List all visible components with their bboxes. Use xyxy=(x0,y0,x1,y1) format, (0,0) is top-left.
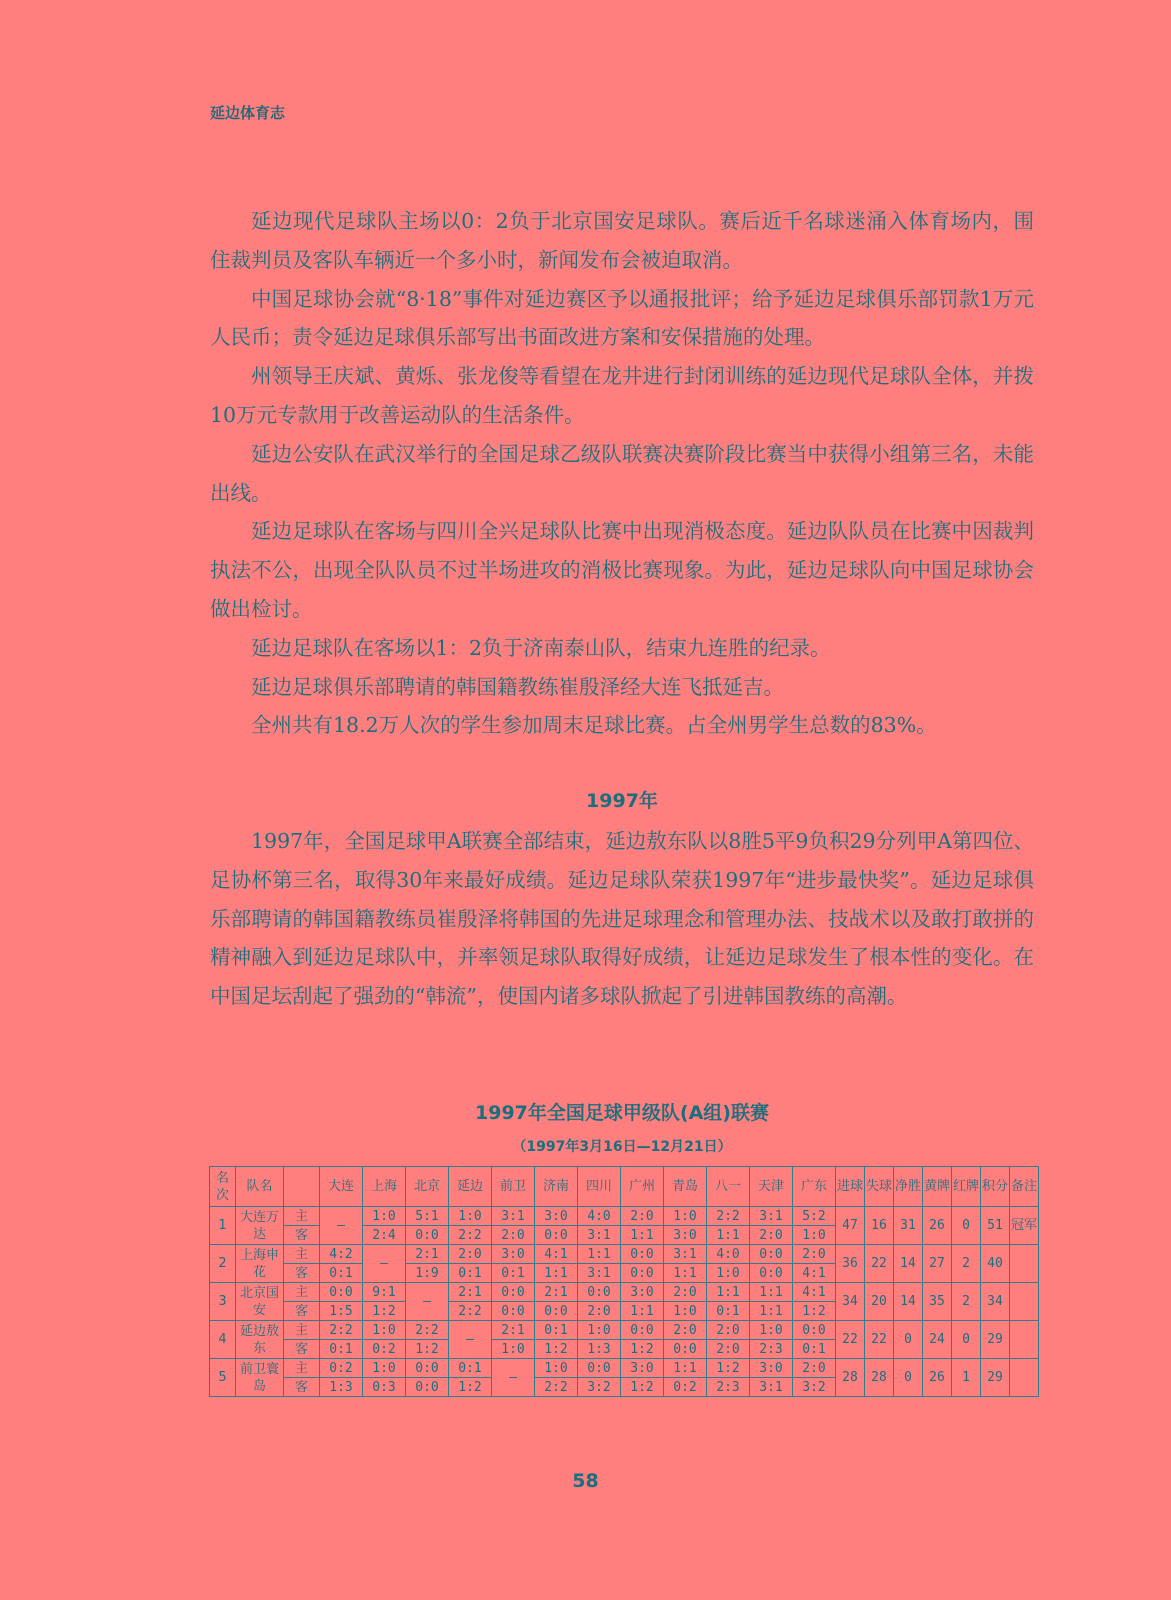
home-score-cell: 0:0 xyxy=(621,1321,664,1340)
table-body xyxy=(210,1207,1039,1397)
home-score-cell: 1:0 xyxy=(363,1359,406,1378)
away-score-cell: 3:2 xyxy=(578,1378,621,1397)
column-header: 四川 xyxy=(578,1167,621,1207)
home-score-cell: 4:0 xyxy=(578,1207,621,1226)
home-score-cell: 4:1 xyxy=(535,1245,578,1264)
home-score-cell: 0:0 xyxy=(793,1321,836,1340)
table-row xyxy=(210,1245,1039,1264)
self-match-cell: – xyxy=(320,1207,363,1245)
away-score-cell: 1:0 xyxy=(793,1226,836,1245)
paragraph: 全州共有18.2万人次的学生参加周末足球比赛。占全州男学生总数的83%。 xyxy=(251,713,937,738)
yellow-cell: 26 xyxy=(923,1207,952,1245)
home-score-cell: 2:0 xyxy=(793,1359,836,1378)
home-score-cell: 0:2 xyxy=(320,1359,363,1378)
paragraph: 延边足球俱乐部聘请的韩国籍教练崔殷泽经大连飞抵延吉。 xyxy=(251,674,784,699)
home-label-cell: 主 xyxy=(284,1321,320,1340)
note-cell xyxy=(1010,1283,1039,1321)
home-score-cell: 1:0 xyxy=(535,1359,578,1378)
away-score-cell: 1:3 xyxy=(578,1340,621,1359)
page-number: 58 xyxy=(572,1470,599,1492)
home-score-cell: 5:1 xyxy=(406,1207,449,1226)
home-score-cell: 1:0 xyxy=(449,1207,492,1226)
column-header: 失球 xyxy=(865,1167,894,1207)
away-score-cell: 2:0 xyxy=(750,1226,793,1245)
away-score-cell: 0:2 xyxy=(664,1378,707,1397)
home-score-cell: 2:2 xyxy=(707,1207,750,1226)
standings-table xyxy=(209,1166,1039,1397)
yellow-cell: 24 xyxy=(923,1321,952,1359)
away-score-cell: 2:4 xyxy=(363,1226,406,1245)
away-score-cell: 1:3 xyxy=(320,1378,363,1397)
column-header: 北京 xyxy=(406,1167,449,1207)
pts-cell: 51 xyxy=(981,1207,1010,1245)
red-cell: 2 xyxy=(952,1245,981,1283)
home-score-cell: 3:1 xyxy=(750,1207,793,1226)
home-label-cell: 主 xyxy=(284,1283,320,1302)
home-score-cell: 3:0 xyxy=(535,1207,578,1226)
paragraph: 延边足球队在客场与四川全兴足球队比赛中出现消极态度。延边队队员在比赛中因裁判执法不公，出现全队队员不过半场进攻的消极比赛现象。为此，延边足球队向中国足球协会做出检讨。 xyxy=(210,519,1034,621)
away-score-cell: 3:1 xyxy=(578,1226,621,1245)
away-score-cell: 0:0 xyxy=(406,1226,449,1245)
home-score-cell: 2:0 xyxy=(664,1283,707,1302)
away-score-cell: 1:1 xyxy=(535,1264,578,1283)
away-score-cell: 2:0 xyxy=(492,1226,535,1245)
column-header: 济南 xyxy=(535,1167,578,1207)
away-score-cell: 0:2 xyxy=(363,1340,406,1359)
red-cell: 0 xyxy=(952,1321,981,1359)
table-row xyxy=(210,1283,1039,1302)
away-score-cell: 3:0 xyxy=(664,1226,707,1245)
pts-cell: 29 xyxy=(981,1321,1010,1359)
home-score-cell: 0:1 xyxy=(535,1321,578,1340)
away-score-cell: 4:1 xyxy=(793,1264,836,1283)
home-score-cell: 0:0 xyxy=(406,1359,449,1378)
gd-cell: 14 xyxy=(894,1283,923,1321)
away-score-cell: 0:1 xyxy=(793,1340,836,1359)
column-header: 积分 xyxy=(981,1167,1010,1207)
home-label-cell: 主 xyxy=(284,1207,320,1226)
home-score-cell: 1:1 xyxy=(750,1283,793,1302)
column-header: 黄牌 xyxy=(923,1167,952,1207)
paragraph: 延边足球队在客场以1：2负于济南泰山队，结束九连胜的纪录。 xyxy=(251,635,831,660)
home-score-cell: 2:1 xyxy=(449,1283,492,1302)
home-score-cell: 1:0 xyxy=(578,1321,621,1340)
self-match-cell: – xyxy=(449,1321,492,1359)
table-title: 1997年全国足球甲级队(A组)联赛 xyxy=(475,1102,769,1124)
note-cell xyxy=(1010,1321,1039,1359)
table-subtitle: （1997年3月16日—12月21日） xyxy=(512,1139,732,1155)
away-score-cell: 1:1 xyxy=(707,1226,750,1245)
home-score-cell: 2:2 xyxy=(320,1321,363,1340)
away-score-cell: 0:0 xyxy=(535,1226,578,1245)
rank-cell: 1 xyxy=(210,1207,236,1245)
paragraph: 延边公安队在武汉举行的全国足球乙级队联赛决赛阶段比赛当中获得小组第三名，未能出线。 xyxy=(210,441,1034,505)
home-label-cell: 主 xyxy=(284,1245,320,1264)
away-score-cell: 3:2 xyxy=(793,1378,836,1397)
column-header: 青岛 xyxy=(664,1167,707,1207)
away-score-cell: 0:1 xyxy=(320,1340,363,1359)
table-row xyxy=(210,1321,1039,1340)
column-header: 进球 xyxy=(836,1167,865,1207)
home-score-cell: 3:0 xyxy=(750,1359,793,1378)
away-score-cell: 0:0 xyxy=(750,1264,793,1283)
home-score-cell: 2:1 xyxy=(492,1321,535,1340)
home-score-cell: 1:1 xyxy=(578,1245,621,1264)
home-score-cell: 0:0 xyxy=(578,1359,621,1378)
red-cell: 2 xyxy=(952,1283,981,1321)
column-header: 名次 xyxy=(210,1167,236,1207)
home-score-cell: 1:0 xyxy=(750,1321,793,1340)
ga-cell: 16 xyxy=(865,1207,894,1245)
away-score-cell: 0:0 xyxy=(621,1264,664,1283)
column-header: 大连 xyxy=(320,1167,363,1207)
home-score-cell: 9:1 xyxy=(363,1283,406,1302)
away-label-cell: 客 xyxy=(284,1226,320,1245)
away-label-cell: 客 xyxy=(284,1264,320,1283)
column-header: 队名 xyxy=(236,1167,284,1207)
note-cell xyxy=(1010,1245,1039,1283)
team-name-cell: 延边敖东 xyxy=(236,1321,284,1359)
home-score-cell: 4:1 xyxy=(793,1283,836,1302)
rank-cell: 5 xyxy=(210,1359,236,1397)
away-score-cell: 2:2 xyxy=(449,1302,492,1321)
header-row xyxy=(210,1167,1039,1207)
home-score-cell: 0:0 xyxy=(578,1283,621,1302)
ga-cell: 20 xyxy=(865,1283,894,1321)
home-score-cell: 3:1 xyxy=(664,1245,707,1264)
gd-cell: 0 xyxy=(894,1321,923,1359)
home-score-cell: 0:0 xyxy=(750,1245,793,1264)
away-label-cell: 客 xyxy=(284,1340,320,1359)
away-score-cell: 1:2 xyxy=(363,1302,406,1321)
away-score-cell: 1:1 xyxy=(621,1302,664,1321)
away-score-cell: 0:0 xyxy=(406,1378,449,1397)
column-header: 天津 xyxy=(750,1167,793,1207)
away-score-cell: 1:2 xyxy=(535,1340,578,1359)
running-head: 延边体育志 xyxy=(210,104,286,122)
home-score-cell: 2:1 xyxy=(406,1245,449,1264)
home-score-cell: 0:0 xyxy=(320,1283,363,1302)
ga-cell: 22 xyxy=(865,1245,894,1283)
home-score-cell: 1:0 xyxy=(363,1321,406,1340)
self-match-cell: – xyxy=(363,1245,406,1283)
pts-cell: 40 xyxy=(981,1245,1010,1283)
home-score-cell: 2:2 xyxy=(406,1321,449,1340)
paragraph: 中国足球协会就“8·18”事件对延边赛区予以通报批评；给予延边足球俱乐部罚款1万元人民币；责令延边足球俱乐部写出书面改进方案和安保措施的处理。 xyxy=(210,286,1034,350)
home-score-cell: 4:0 xyxy=(707,1245,750,1264)
away-score-cell: 1:2 xyxy=(793,1302,836,1321)
away-label-cell: 客 xyxy=(284,1302,320,1321)
away-score-cell: 2:0 xyxy=(707,1340,750,1359)
home-score-cell: 2:1 xyxy=(535,1283,578,1302)
gd-cell: 14 xyxy=(894,1245,923,1283)
table-row xyxy=(210,1207,1039,1226)
home-label-cell: 主 xyxy=(284,1359,320,1378)
away-score-cell: 1:2 xyxy=(406,1340,449,1359)
away-score-cell: 1:2 xyxy=(449,1378,492,1397)
section-body xyxy=(210,822,1034,1016)
yellow-cell: 35 xyxy=(923,1283,952,1321)
away-score-cell: 1:5 xyxy=(320,1302,363,1321)
yellow-cell: 26 xyxy=(923,1359,952,1397)
gd-cell: 31 xyxy=(894,1207,923,1245)
away-score-cell: 3:1 xyxy=(750,1378,793,1397)
away-score-cell: 1:0 xyxy=(492,1340,535,1359)
column-header: 前卫 xyxy=(492,1167,535,1207)
team-name-cell: 北京国安 xyxy=(236,1283,284,1321)
paragraph: 州领导王庆斌、黄烁、张龙俊等看望在龙井进行封闭训练的延边现代足球队全体，并拨10万元专款用于改善运动队的生活条件。 xyxy=(210,364,1034,427)
home-score-cell: 2:0 xyxy=(707,1321,750,1340)
column-header: 广东 xyxy=(793,1167,836,1207)
home-score-cell: 2:0 xyxy=(793,1245,836,1264)
home-score-cell: 1:1 xyxy=(707,1283,750,1302)
column-header: 八一 xyxy=(707,1167,750,1207)
column-header: 上海 xyxy=(363,1167,406,1207)
away-score-cell: 1:0 xyxy=(664,1302,707,1321)
team-name-cell: 前卫寰岛 xyxy=(236,1359,284,1397)
away-score-cell: 1:9 xyxy=(406,1264,449,1283)
away-score-cell: 2:3 xyxy=(750,1340,793,1359)
away-score-cell: 0:0 xyxy=(535,1302,578,1321)
pts-cell: 34 xyxy=(981,1283,1010,1321)
home-score-cell: 2:0 xyxy=(621,1207,664,1226)
away-score-cell: 1:2 xyxy=(621,1378,664,1397)
home-score-cell: 4:2 xyxy=(320,1245,363,1264)
section-title: 1997年 xyxy=(586,790,658,812)
away-score-cell: 3:1 xyxy=(578,1264,621,1283)
home-score-cell: 2:0 xyxy=(664,1321,707,1340)
home-score-cell: 0:1 xyxy=(449,1359,492,1378)
away-score-cell: 1:1 xyxy=(750,1302,793,1321)
away-label-cell: 客 xyxy=(284,1378,320,1397)
red-cell: 0 xyxy=(952,1207,981,1245)
rank-cell: 2 xyxy=(210,1245,236,1283)
home-score-cell: 5:2 xyxy=(793,1207,836,1226)
away-score-cell: 0:0 xyxy=(664,1340,707,1359)
red-cell: 1 xyxy=(952,1359,981,1397)
away-score-cell: 2:0 xyxy=(578,1302,621,1321)
team-name-cell: 大连万达 xyxy=(236,1207,284,1245)
column-header: 净胜 xyxy=(894,1167,923,1207)
home-score-cell: 0:0 xyxy=(492,1283,535,1302)
away-score-cell: 0:1 xyxy=(449,1264,492,1283)
home-score-cell: 2:0 xyxy=(449,1245,492,1264)
column-header: 延边 xyxy=(449,1167,492,1207)
column-header: 红牌 xyxy=(952,1167,981,1207)
away-score-cell: 1:1 xyxy=(664,1264,707,1283)
self-match-cell: – xyxy=(406,1283,449,1321)
away-score-cell: 1:0 xyxy=(707,1264,750,1283)
away-score-cell: 1:1 xyxy=(621,1226,664,1245)
paragraph: 延边现代足球队主场以0：2负于北京国安足球队。赛后近千名球迷涌入体育场内，围住裁判员及客队车辆近一个多小时，新闻发布会被迫取消。 xyxy=(210,209,1034,272)
team-name-cell: 上海申花 xyxy=(236,1245,284,1283)
home-score-cell: 1:0 xyxy=(664,1207,707,1226)
ga-cell: 28 xyxy=(865,1359,894,1397)
away-score-cell: 0:1 xyxy=(492,1264,535,1283)
home-score-cell: 1:1 xyxy=(664,1359,707,1378)
gf-cell: 36 xyxy=(836,1245,865,1283)
gf-cell: 34 xyxy=(836,1283,865,1321)
home-score-cell: 0:0 xyxy=(621,1245,664,1264)
gf-cell: 47 xyxy=(836,1207,865,1245)
yellow-cell: 27 xyxy=(923,1245,952,1283)
home-score-cell: 3:0 xyxy=(621,1359,664,1378)
gf-cell: 22 xyxy=(836,1321,865,1359)
away-score-cell: 0:1 xyxy=(320,1264,363,1283)
note-cell: 冠军 xyxy=(1010,1207,1039,1245)
column-header: 备注 xyxy=(1010,1167,1039,1207)
home-score-cell: 3:0 xyxy=(492,1245,535,1264)
away-score-cell: 2:2 xyxy=(535,1378,578,1397)
gf-cell: 28 xyxy=(836,1359,865,1397)
rank-cell: 4 xyxy=(210,1321,236,1359)
home-score-cell: 3:0 xyxy=(621,1283,664,1302)
note-cell xyxy=(1010,1359,1039,1397)
away-score-cell: 2:3 xyxy=(707,1378,750,1397)
away-score-cell: 1:2 xyxy=(621,1340,664,1359)
rank-cell: 3 xyxy=(210,1283,236,1321)
body-text xyxy=(210,202,1034,745)
away-score-cell: 0:3 xyxy=(363,1378,406,1397)
away-score-cell: 2:2 xyxy=(449,1226,492,1245)
away-score-cell: 0:1 xyxy=(707,1302,750,1321)
table-header xyxy=(210,1167,1039,1207)
pts-cell: 29 xyxy=(981,1359,1010,1397)
away-score-cell: 0:0 xyxy=(492,1302,535,1321)
column-header: 广州 xyxy=(621,1167,664,1207)
ga-cell: 22 xyxy=(865,1321,894,1359)
self-match-cell: – xyxy=(492,1359,535,1397)
column-header xyxy=(284,1167,320,1207)
gd-cell: 0 xyxy=(894,1359,923,1397)
home-score-cell: 3:1 xyxy=(492,1207,535,1226)
home-score-cell: 1:0 xyxy=(363,1207,406,1226)
home-score-cell: 1:2 xyxy=(707,1359,750,1378)
section-paragraph: 1997年，全国足球甲A联赛全部结束，延边敖东队以8胜5平9负积29分列甲A第四位、足协杯第三名，取得30年来最好成绩。延边足球队荣获1997年“进步最快奖”。延边足球俱乐部聘请的韩国籍教练员崔殷泽将韩国的先进足球理念和管理办法、技战术以及敢打敢拼的精神融入到延边足球队中，并率领足球队取得好成绩，让延边足球发生了根本性的变化。在中国足坛刮起了强劲的“韩流”，使国内诸多球队掀起了引进韩国教练的高潮。 xyxy=(210,829,1034,1009)
table-row xyxy=(210,1359,1039,1378)
